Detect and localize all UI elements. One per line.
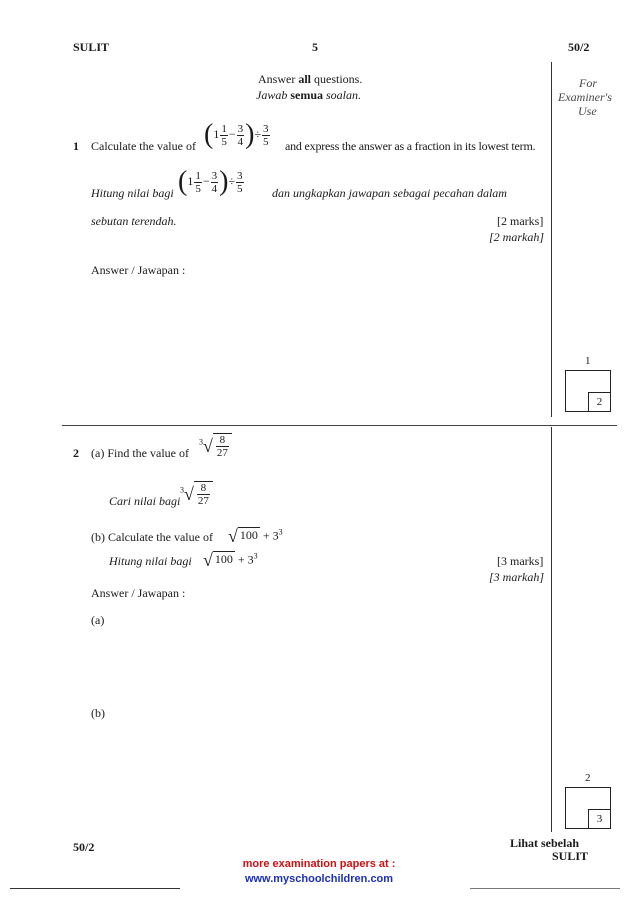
examiner-label-line2: Examiner's [558,90,612,104]
frac-den: 5 [263,135,269,148]
frac-num: 3 [237,122,244,135]
frac-den: 4 [237,135,244,148]
right-paren: ) [245,119,255,150]
radical-icon: √ [203,550,213,570]
q2b-text-ms: Hitung nilai bagi [109,554,192,568]
left-paren: ( [178,166,188,197]
q2a-text-en: (a) Find the value of [91,446,189,460]
expr-frac-2 [211,170,219,195]
q2a-cube-root-en [199,433,232,459]
q2-marks-ms: [3 markah] [489,570,545,584]
frac-den: 27 [216,447,228,459]
expr-frac-1 [220,123,228,148]
q2a-text-ms: Cari nilai bagi [109,494,181,508]
frac-den: 5 [195,182,201,195]
frac-num: 1 [221,122,227,135]
q1-text-en-prefix: Calculate the value of [91,139,196,153]
root-index: 3 [180,485,184,495]
root-frac [216,434,229,459]
q2b-expression-en [228,526,283,547]
frac-den: 5 [221,135,227,148]
sqrt-value: 100 [214,552,233,567]
instruction-ms-bold: semua [290,88,324,102]
instruction-en-bold: all [298,72,311,86]
footer-next-page: Lihat sebelah [510,836,580,850]
examiner-label-line3: Use [578,104,597,118]
right-paren: ) [219,166,229,197]
instruction-ms-suffix: soalan. [323,88,362,102]
examiner-label-line1: For [579,76,597,90]
bottom-edge-line-right [470,888,620,889]
q1-marks-en: [2 marks] [497,214,544,228]
expr-frac-2 [237,123,245,148]
footer-code: 50/2 [73,840,95,854]
expr-minus: − [228,126,236,141]
q2b-text-en: (b) Calculate the value of [91,530,213,544]
radical-icon: √ [203,436,213,456]
q2-part-b-label: (b) [91,706,105,720]
q1-marks-ms: [2 markah] [489,230,545,244]
q2b-expression-ms [203,550,258,571]
q1-score-max-box [588,392,611,412]
promo-text: more examination papers at : [242,858,396,870]
q1-score-label: 1 [585,355,591,367]
frac-num: 8 [197,482,210,495]
q2-part-a-label: (a) [91,613,105,627]
examiner-divider-top [551,62,552,417]
root-index: 3 [199,437,203,447]
frac-num: 3 [263,122,269,135]
left-paren: ( [204,119,214,150]
radical-icon: √ [228,526,238,546]
promo-link[interactable]: www.myschoolchildren.com [244,873,394,885]
frac-den: 27 [197,495,209,507]
exponent: 3 [253,551,258,561]
expr-divide: ÷ [228,173,236,188]
frac-num: 8 [216,434,229,447]
sqrt-value: 100 [239,528,258,543]
q1-answer-label: Answer / Jawapan : [91,263,186,277]
frac-num: 3 [237,169,243,182]
plus-term: + 3 [237,552,254,567]
instruction-en [258,72,362,87]
frac-num: 1 [195,169,201,182]
page-number: 5 [312,40,318,54]
plus-term: + 3 [262,528,279,543]
expr-divide: ÷ [254,126,262,141]
root-frac [197,482,210,507]
q2-number: 2 [73,446,79,460]
q1-text-ms-prefix: Hitung nilai bagi [91,186,174,200]
frac-den: 4 [211,182,218,195]
expr-whole: 1 [213,126,220,141]
instruction-en-prefix: Answer [258,72,299,86]
header-sulit: SULIT [73,40,110,54]
expr-whole: 1 [187,173,194,188]
q2a-cube-root-ms [180,481,213,507]
q1-text-en-suffix: and express the answer as a fraction in its lowest term. [285,139,536,153]
q1-expression-ms [178,168,245,196]
exponent: 3 [278,527,283,537]
expr-frac-3 [236,170,244,195]
q1-number: 1 [73,139,79,153]
frac-num: 3 [211,169,218,182]
bottom-edge-line-left [10,888,180,889]
q2-score-max-box [588,809,611,829]
expr-frac-3 [262,123,270,148]
q1-text-ms-line2: sebutan terendah. [91,214,177,228]
q2-marks-en: [3 marks] [497,554,544,568]
expr-frac-1 [194,170,202,195]
q2-score-max: 3 [596,813,603,825]
q1-text-ms-suffix: dan ungkapkan jawapan sebagai pecahan dalam [272,186,507,200]
q1-score-max: 2 [596,396,603,408]
radical-icon: √ [184,484,194,504]
q1-expression-en [204,121,271,149]
frac-den: 5 [237,182,243,195]
footer-sulit: SULIT [552,849,589,863]
instruction-ms [256,88,361,103]
instruction-en-suffix: questions. [311,72,363,86]
header-code: 50/2 [568,40,590,54]
examiner-divider-bottom [551,427,552,832]
q2-score-label: 2 [585,772,591,784]
instruction-ms-prefix: Jawab [256,88,291,102]
expr-minus: − [202,173,210,188]
q2-answer-label: Answer / Jawapan : [91,586,186,600]
question-separator [62,425,617,426]
